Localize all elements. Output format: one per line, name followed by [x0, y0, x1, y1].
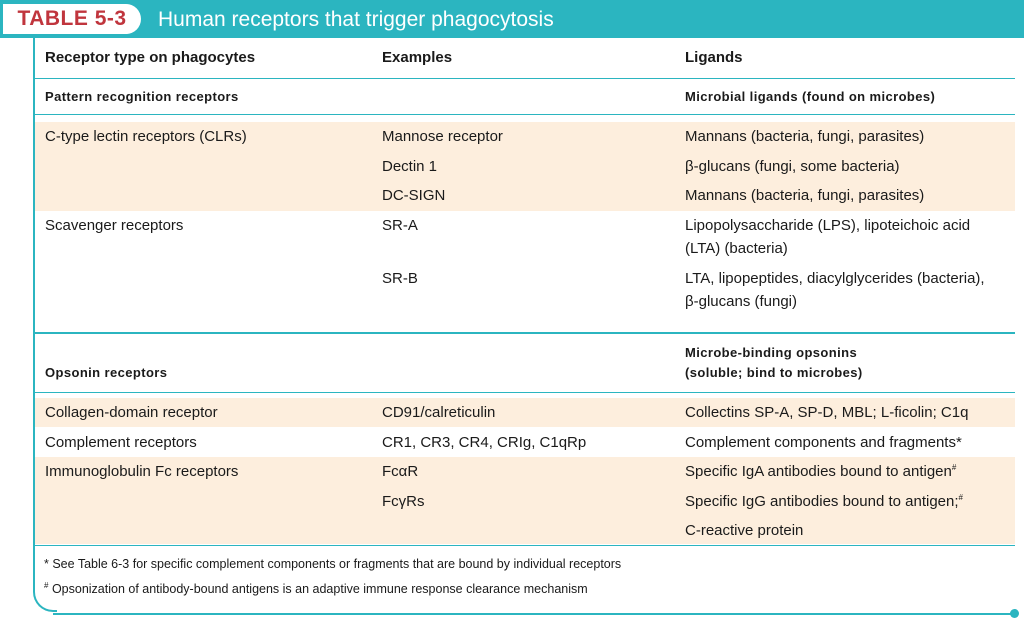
table-row-ligand: β-glucans (fungi, some bacteria) [685, 158, 900, 175]
table-row-ligand: Mannans (bacteria, fungi, parasites) [685, 128, 925, 145]
table-row-type: Immunoglobulin Fc receptors [45, 463, 239, 480]
table-row-example: SR-A [382, 217, 418, 234]
section-heading-pattern-recognition: Pattern recognition receptors [45, 89, 239, 104]
table-row-example: FcαR [382, 463, 419, 480]
divider-line [35, 78, 1015, 79]
section-divider-line [35, 332, 1015, 334]
table-row-example: CR1, CR3, CR4, CRIg, C1qRp [382, 434, 587, 451]
footnote-mark: # [958, 493, 963, 502]
table-row-type: Complement receptors [45, 434, 197, 451]
table-title: Human receptors that trigger phagocytosis [158, 8, 554, 31]
column-header-examples: Examples [382, 49, 453, 66]
table-row-example: CD91/calreticulin [382, 404, 496, 421]
footnote-mark: # [44, 580, 49, 590]
table-number-label: TABLE 5-3 [3, 4, 141, 34]
border-end-dot [1010, 609, 1019, 618]
table-row-example: Mannose receptor [382, 128, 503, 145]
footnote-text: Opsonization of antibody-bound antigens is an adaptive immune response clearance mechanism [51, 582, 588, 596]
table-row-ligand: Mannans (bacteria, fungi, parasites) [685, 187, 925, 204]
section-ligand-heading-line: (soluble; bind to microbes) [685, 365, 863, 380]
footnote-hash [44, 581, 588, 597]
table-row-example: DC-SIGN [382, 187, 446, 204]
ligand-text: Specific IgA antibodies bound to antigen [685, 463, 952, 480]
divider-line [35, 545, 1015, 546]
table-row-ligand: Complement components and fragments* [685, 434, 962, 451]
section-ligand-heading-microbial: Microbial ligands (found on microbes) [685, 89, 936, 104]
bottom-border-line [53, 613, 1013, 615]
table-row-example: SR-B [382, 270, 418, 287]
table-row-example: FcγRs [382, 493, 425, 510]
table-row-type: Scavenger receptors [45, 217, 184, 234]
table-row-ligand [685, 460, 956, 483]
column-header-receptor-type: Receptor type on phagocytes [45, 49, 256, 66]
table-row-type: C-type lectin receptors (CLRs) [45, 128, 247, 145]
divider-line [35, 114, 1015, 115]
footnote-mark: # [951, 463, 957, 472]
section-heading-opsonin: Opsonin receptors [45, 365, 168, 380]
table-row-type: Collagen-domain receptor [45, 404, 218, 421]
table-row-ligand-line: LTA, lipopeptides, diacylglycerides (bacteria), [685, 270, 985, 287]
table-row-ligand [685, 490, 963, 513]
table-row-ligand: Collectins SP-A, SP-D, MBL; L-ficolin; C1q [685, 404, 969, 421]
table-row-ligand-line: (LTA) (bacteria) [685, 240, 788, 257]
footnote-asterisk: * See Table 6-3 for specific complement components or fragments that are bound by individual receptors [44, 557, 622, 571]
ligand-text: Specific IgG antibodies bound to antigen; [685, 493, 959, 510]
divider-line [35, 392, 1015, 393]
column-header-ligands: Ligands [685, 49, 743, 66]
table-row-ligand-line: β-glucans (fungi) [685, 293, 798, 310]
section-ligand-heading-line: Microbe-binding opsonins [685, 345, 858, 360]
table-row-ligand-line: Lipopolysaccharide (LPS), lipoteichoic acid [685, 217, 971, 234]
table-row-ligand: C-reactive protein [685, 522, 804, 539]
table-row-example: Dectin 1 [382, 158, 438, 175]
